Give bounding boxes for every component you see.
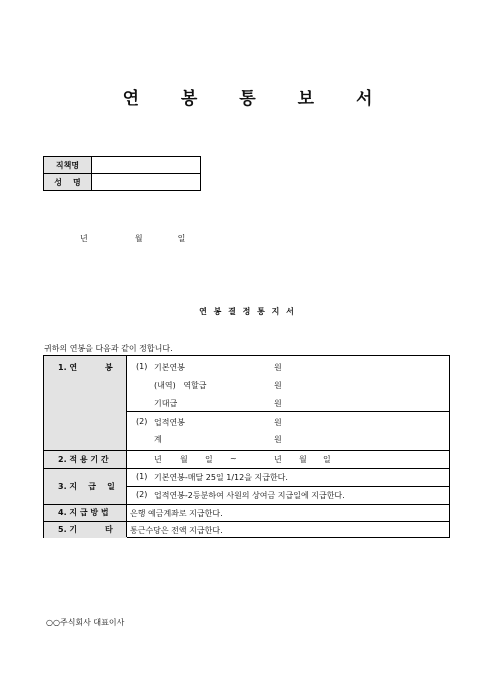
row-divider xyxy=(127,486,449,487)
payday-line-text: 기본연봉-매달 25일 1/12을 지급한다. xyxy=(154,473,288,482)
row-divider xyxy=(44,468,449,469)
column-divider xyxy=(126,356,127,537)
etc-label: 5. 기 타 xyxy=(44,521,127,538)
salary-notice-table xyxy=(43,355,450,538)
name-label: 성 명 xyxy=(44,174,92,191)
salary-item-num: (1) xyxy=(136,362,148,371)
period-month-end: 월 xyxy=(299,455,307,464)
issue-date xyxy=(80,233,185,244)
date-year: 년 xyxy=(80,234,88,243)
salary-item-name: (내역) 역할급 xyxy=(154,381,207,390)
salary-item-unit: 원 xyxy=(274,381,282,390)
period-label: 2. 적 용 기 간 xyxy=(44,450,127,468)
method-label: 4. 지 급 방 법 xyxy=(44,504,127,521)
salary-item-num: (2) xyxy=(136,417,148,426)
salary-label: 1. 연 봉 xyxy=(44,356,127,450)
row-divider xyxy=(44,450,449,451)
period-month-start: 월 xyxy=(180,455,188,464)
document-title: 연 봉 통 보 서 xyxy=(122,89,391,109)
salary-item-unit: 원 xyxy=(274,363,282,372)
salary-item-unit: 원 xyxy=(274,399,282,408)
salary-item-name: 기대급 xyxy=(154,399,178,408)
date-month: 월 xyxy=(134,234,143,243)
salary-item-name: 업적연봉 xyxy=(154,418,185,427)
name-field[interactable] xyxy=(92,174,201,191)
notice-title: 연 봉 결 정 통 지 서 xyxy=(199,307,296,316)
row-divider xyxy=(44,504,449,505)
payday-label: 3. 지 급 일 xyxy=(44,468,127,504)
row-divider xyxy=(44,521,449,522)
payday-line-text: 업적연봉-2등분하여 사원의 상여금 지급일에 지급한다. xyxy=(154,491,345,500)
position-label: 직책명 xyxy=(44,157,92,174)
salary-item-name: 계 xyxy=(154,435,162,444)
period-year-end: 년 xyxy=(274,455,282,464)
period-year-start: 년 xyxy=(154,455,162,464)
method-text: 은행 예금계좌로 지급한다. xyxy=(130,509,223,518)
position-field[interactable] xyxy=(92,157,201,174)
payday-line-num: (2) xyxy=(136,490,148,499)
payday-line-num: (1) xyxy=(136,472,148,481)
employee-info-table xyxy=(43,156,201,191)
period-tilde: ~ xyxy=(230,454,237,463)
date-day: 일 xyxy=(177,234,186,243)
period-day-start: 일 xyxy=(205,455,213,464)
notice-intro: 귀하의 연봉을 다음과 같이 정합니다. xyxy=(44,344,173,353)
salary-item-name: 기본연봉 xyxy=(154,363,185,372)
salary-item-unit: 원 xyxy=(274,435,282,444)
period-day-end: 일 xyxy=(323,455,331,464)
salary-item-unit: 원 xyxy=(274,418,282,427)
company-signature: ○○주식회사 대표이사 xyxy=(46,618,125,627)
row-divider xyxy=(127,411,449,412)
etc-text: 통근수당은 전액 지급한다. xyxy=(130,526,223,535)
